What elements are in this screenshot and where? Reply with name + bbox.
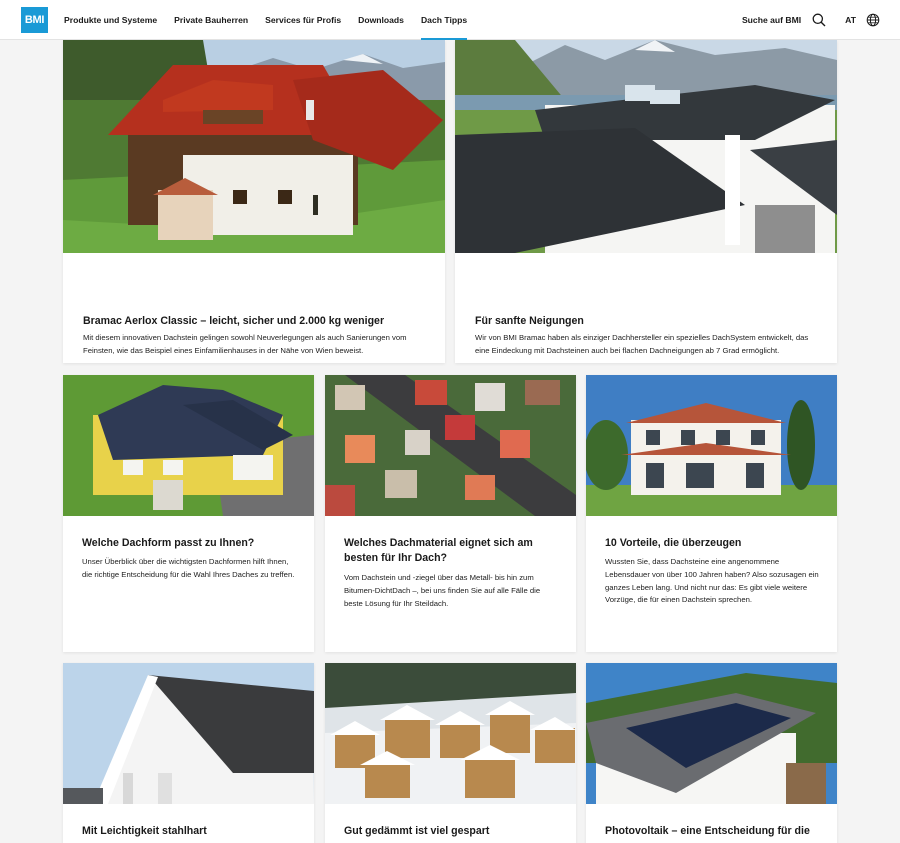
card-title: Welche Dachform passt zu Ihnen? <box>82 537 255 549</box>
nav-downloads[interactable]: Downloads <box>358 15 404 25</box>
article-card-stahlhart[interactable] <box>63 663 314 843</box>
card-title: 10 Vorteile, die überzeugen <box>605 537 742 549</box>
card-title: Welches Dachmaterial eignet sich am besten für Ihr Dach? <box>344 537 533 564</box>
card-image-solar-roof-house <box>586 663 837 804</box>
card-title: Gut gedämmt ist viel gespart <box>344 825 490 837</box>
article-card-dachmaterial[interactable] <box>325 375 576 652</box>
article-card-gedaemmt[interactable] <box>325 663 576 843</box>
nav-private-bauherren[interactable]: Private Bauherren <box>174 15 249 25</box>
nav-services-fuer-profis[interactable]: Services für Profis <box>265 15 342 25</box>
card-image-lake-house <box>455 40 837 253</box>
header-actions <box>742 0 880 40</box>
card-title: Bramac Aerlox Classic – leicht, sicher und 2.000 kg weniger <box>83 315 385 327</box>
search-label[interactable]: Suche auf BMI <box>741 15 802 25</box>
card-text: Unser Überblick über die wichtigsten Dachformen hilft Ihnen, die richtige Entscheidung für die Wahl Ihres Daches zu treffen. <box>82 557 295 579</box>
card-image-alpine-farmhouse <box>63 40 445 253</box>
card-image-steel-roof-house <box>63 663 314 804</box>
article-card-photovoltaik[interactable] <box>586 663 837 843</box>
globe-icon[interactable] <box>865 13 880 28</box>
card-title: Photovoltaik – eine Entscheidung für die <box>605 825 810 837</box>
card-text: Wussten Sie, dass Dachsteine eine angenommene Lebensdauer von über 100 Jahren haben? Also sozusagen ein ganzes Leben lang. Und nicht nur das: Es gibt viele weitere Vorzüge, die für einen Dachstein sprechen. <box>605 557 819 605</box>
nav-dach-tipps[interactable]: Dach Tipps <box>421 0 467 40</box>
main-nav <box>64 0 484 40</box>
article-card-10-vorteile[interactable] <box>586 375 837 652</box>
article-card-aerlox-classic[interactable] <box>63 40 445 363</box>
card-image-yellow-house-aerial <box>63 375 314 516</box>
card-text: Vom Dachstein und -ziegel über das Metall- bis hin zum Bitumen-DichtDach –, bei uns finden Sie auf alle Fälle die beste Lösung für Ihr Steildach. <box>344 573 541 608</box>
search-icon[interactable] <box>811 13 826 28</box>
bmi-logo[interactable]: BMI <box>21 7 48 33</box>
card-image-white-villa <box>586 375 837 516</box>
article-card-sanfte-neigungen[interactable] <box>455 40 837 363</box>
language-selector[interactable]: AT <box>845 15 856 25</box>
card-image-snowy-chalets <box>325 663 576 804</box>
card-text: Mit diesem innovativen Dachstein gelingen sowohl Neuverlegungen als auch Sanierungen vom Feinsten, wie das Beispiel eines Einfamilienhauses in der Nähe von Wien beweist. <box>83 333 407 355</box>
card-image-neighborhood-aerial <box>325 375 576 516</box>
nav-produkte-und-systeme[interactable]: Produkte und Systeme <box>64 15 158 25</box>
site-header <box>0 0 900 40</box>
card-text: Wir von BMI Bramac haben als einziger Dachhersteller ein spezielles DachSystem entwickelt, das eine Eindeckung mit Dachsteinen auch bei flachen Dachneigungen ab 7 Grad ermöglicht. <box>475 333 809 355</box>
article-card-dachform[interactable] <box>63 375 314 652</box>
card-title: Für sanfte Neigungen <box>475 315 584 327</box>
card-title: Mit Leichtigkeit stahlhart <box>82 825 207 837</box>
